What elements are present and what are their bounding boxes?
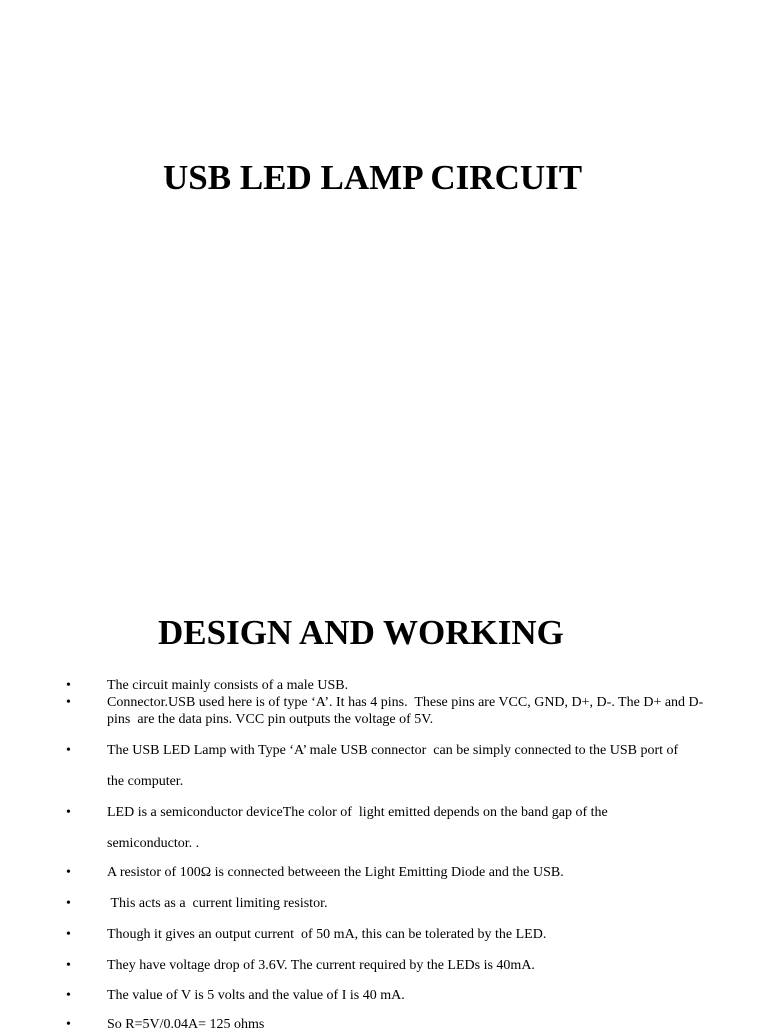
bullet-icon: •: [66, 1017, 71, 1032]
bullet-text: The circuit mainly consists of a male USB.: [107, 678, 349, 693]
bullet-text: LED is a semiconductor deviceThe color of light emitted depends on the band gap of the semiconductor. .: [107, 805, 612, 851]
bullet-icon: •: [66, 865, 71, 880]
bullet-icon: •: [66, 743, 71, 758]
document-title: USB LED LAMP CIRCUIT: [163, 158, 583, 197]
bullet-icon: •: [66, 988, 71, 1003]
bullet-icon: •: [66, 678, 71, 693]
bullet-text: Connector.USB used here is of type ‘A’. It has 4 pins. These pins are VCC, GND, D+, D-. The D+ and D- pins are the data pins. VCC pin outputs the voltage of 5V.: [107, 695, 707, 727]
bullet-text: A resistor of 100Ω is connected betweeen the Light Emitting Diode and the USB.: [107, 865, 564, 880]
section-heading-design-and-working: DESIGN AND WORKING: [158, 613, 564, 652]
bullet-icon: •: [66, 695, 71, 710]
bullet-text: The value of V is 5 volts and the value of I is 40 mA.: [107, 988, 405, 1003]
bullet-icon: •: [66, 927, 71, 942]
bullet-text: They have voltage drop of 3.6V. The current required by the LEDs is 40mA.: [107, 958, 535, 973]
bullet-text: So R=5V/0.04A= 125 ohms: [107, 1017, 265, 1032]
bullet-icon: •: [66, 958, 71, 973]
bullet-icon: •: [66, 805, 71, 820]
bullet-text: This acts as a current limiting resistor.: [107, 896, 328, 911]
bullet-text: The USB LED Lamp with Type ‘A’ male USB connector can be simply connected to the USB port of the computer.: [107, 743, 682, 789]
bullet-icon: •: [66, 896, 71, 911]
bullet-text: Though it gives an output current of 50 mA, this can be tolerated by the LED.: [107, 927, 547, 942]
